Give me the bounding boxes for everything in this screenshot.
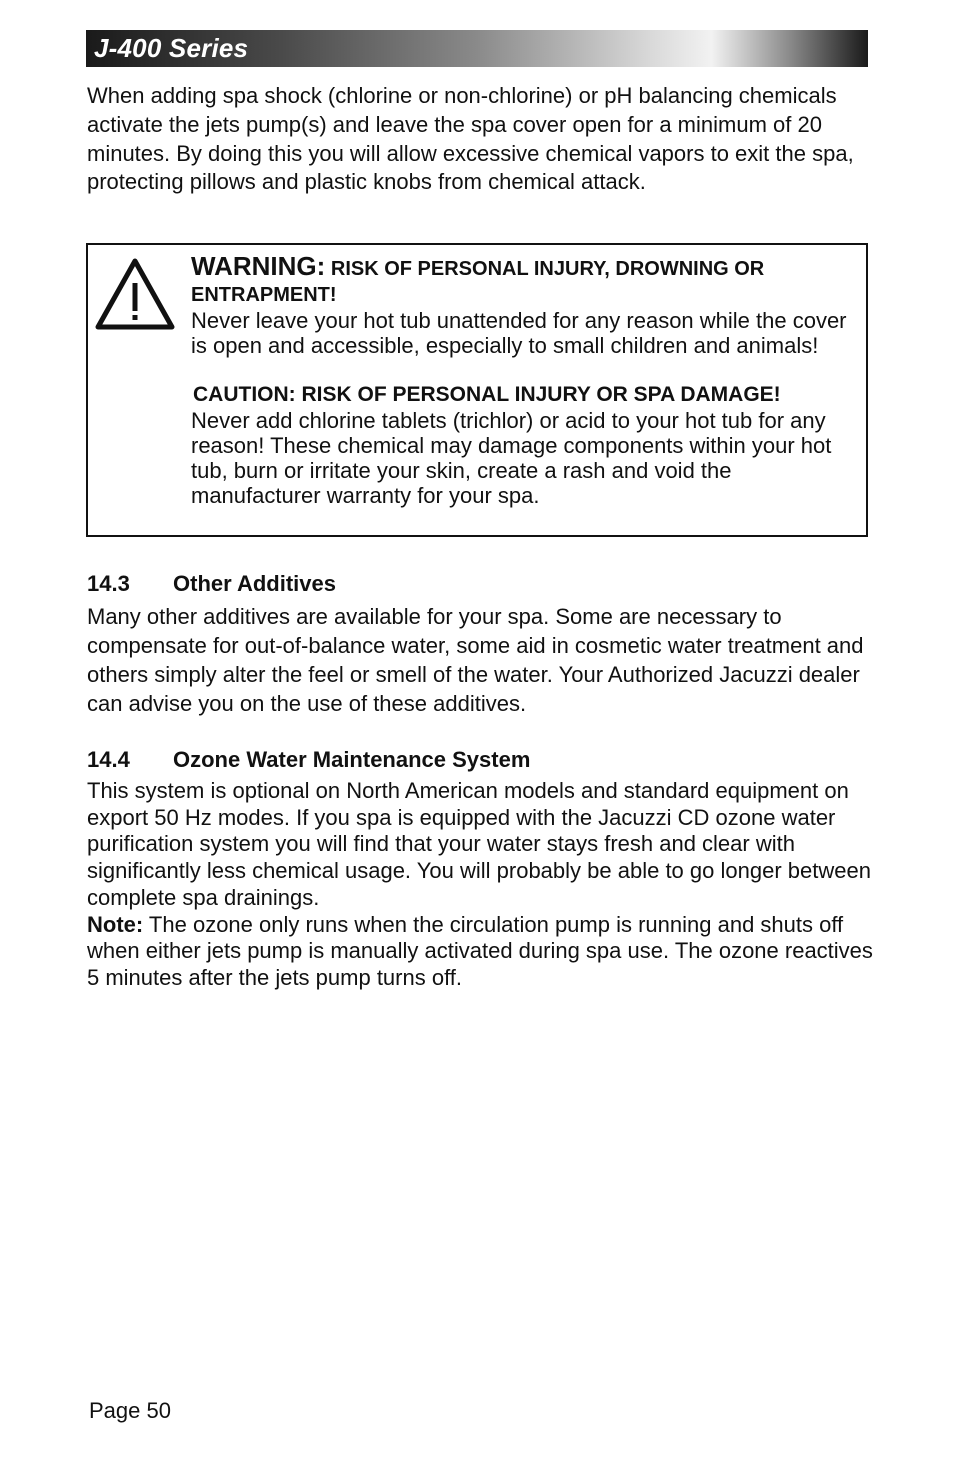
warning-label: WARNING: (191, 251, 326, 281)
header-bar (86, 30, 868, 67)
other-additives-paragraph: Many other additives are available for your spa. Some are necessary to compensate for out-of-balance water, some aid in cosmetic water treatment and others simply alter the feel or smell of the water. Your Authorized Jacuzzi dealer can advise you on the use of these additives. (87, 604, 864, 716)
section-title: Other Additives (173, 571, 336, 596)
warning-triangle-icon (94, 257, 176, 331)
warning-heading (191, 253, 861, 308)
ozone-paragraph: This system is optional on North American models and standard equipment on export 50 Hz modes. If you spa is equipped with the Jacuzzi CD ozone water purification system you will find that your water stays fresh and clear with significantly less chemical usage. You will probably be able to go longer between complete spa drainings. (87, 778, 871, 910)
note-text: The ozone only runs when the circulation pump is running and shuts off when either jets pump is manually activated during spa use. The ozone reactives 5 minutes after the jets pump turns off. (87, 911, 873, 990)
note-label: Note: (87, 911, 144, 937)
intro-paragraph: When adding spa shock (chlorine or non-chlorine) or pH balancing chemicals activate the jets pump(s) and leave the spa cover open for a minimum of 20 minutes. By doing this you will allow excessive chemical vapors to exit the spa, protecting pillows and plastic knobs from chemical attack. (87, 83, 854, 195)
section-number: 14.4 (87, 747, 130, 772)
section-number: 14.3 (87, 571, 130, 596)
caution-heading: CAUTION: RISK OF PERSONAL INJURY OR SPA DAMAGE! (193, 383, 781, 406)
warning-text: Never leave your hot tub unattended for any reason while the cover is open and accessible, especially to small children and animals! (191, 308, 847, 358)
ozone-section-body (87, 778, 877, 992)
warning-box (86, 243, 868, 537)
section-heading-other-additives (87, 570, 336, 598)
warning-content (191, 253, 861, 508)
section-title: Ozone Water Maintenance System (173, 747, 531, 772)
page-number: Page 50 (89, 1398, 171, 1423)
header-title: J-400 Series (94, 33, 249, 63)
section-heading-ozone-system (87, 746, 530, 774)
warning-heading-text: RISK OF PERSONAL INJURY, DROWNING OR ENTRAPMENT! (191, 258, 765, 306)
caution-text: Never add chlorine tablets (trichlor) or acid to your hot tub for any reason! These chemical may damage components within your hot tub, burn or irritate your skin, create a rash and void the manufacturer warranty for your spa. (191, 408, 832, 508)
